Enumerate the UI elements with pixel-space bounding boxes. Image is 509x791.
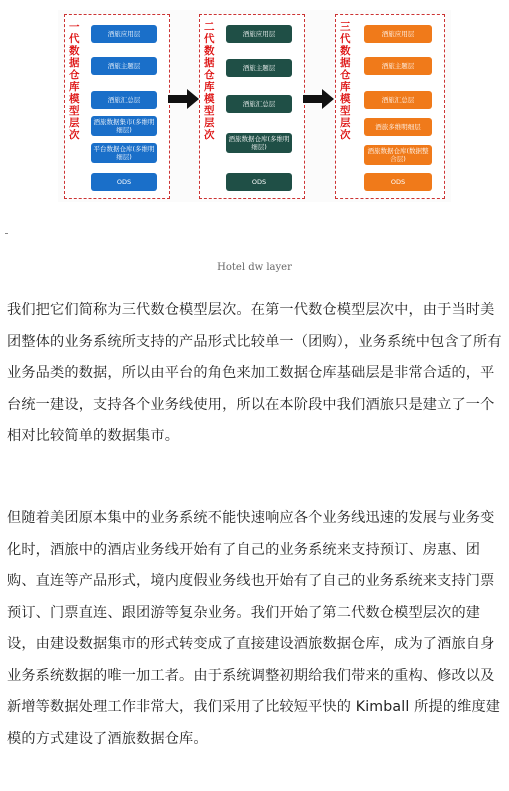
generation-2-title: 二代数据仓库模型层次 (204, 21, 215, 141)
dw-layer-diagram (58, 10, 451, 202)
paragraph-2: 但随着美团原本集中的业务系统不能快速响应各个业务线迅速的发展与业务变化时，酒旅中的酒店业务线开始有了自己的业务系统来支持预订、房惠、团购、直连等产品形式，境内度假业务线也开始有了自己的业务系统来支持门票预订、门票直连、跟团游等复杂业务。我们开始了第二代数仓模型层次的建设，由建设数据集市的形式转变成了直接建设酒旅数据仓库，成为了酒旅自身业务系统数据的唯一加工者。由于系统调整初期给我们带来的重构、修改以及新增等数据处理工作非常大，我们采用了比较短平快的 Kimball 所提的维度建模的方式建设了酒旅数据仓库。 (7, 510, 501, 747)
generation-3-title: 三代数据仓库模型层次 (340, 21, 351, 141)
generation-3-panel (335, 14, 445, 199)
layer-box: 酒旅汇总层 (91, 91, 157, 109)
layer-box: 酒旅汇总层 (364, 91, 432, 109)
layer-box: ODS (364, 173, 432, 191)
paragraph-1: 我们把它们简称为三代数仓模型层次。在第一代数仓模型层次中，由于当时美团整体的业务系统所支持的产品形式比较单一（团购），业务系统中包含了所有业务品类的数据，所以由平台的角色来加工数据仓库基础层是非常合适的，平台统一建设，支持各个业务线使用，所以在本阶段中我们酒旅只是建立了一个相对比较简单的数据集市。 (7, 302, 502, 444)
layer-box: 平台数据仓库(多维明细层) (91, 143, 157, 163)
divider-mark (5, 233, 8, 234)
right-arrow-icon (168, 88, 200, 110)
right-arrow-icon (303, 88, 335, 110)
generation-1-panel (64, 14, 170, 199)
figure (0, 0, 509, 273)
layer-box: 酒旅数据仓库(数据整合层) (364, 145, 432, 165)
layer-box: 酒旅应用层 (91, 25, 157, 43)
generation-1-title: 一代数据仓库模型层次 (69, 21, 80, 141)
layer-box: ODS (226, 173, 292, 191)
layer-box: ODS (91, 173, 157, 191)
layer-box: 酒旅主题层 (91, 57, 157, 75)
generation-2-panel (199, 14, 305, 199)
layer-box: 酒旅应用层 (226, 25, 292, 43)
layer-box: 酒旅主题层 (364, 57, 432, 75)
layer-box: 酒旅数据仓库(多维明细层) (226, 133, 292, 153)
layer-box: 酒旅多维明细层 (364, 118, 432, 136)
layer-box: 酒旅应用层 (364, 25, 432, 43)
layer-box: 酒旅汇总层 (226, 95, 292, 113)
layer-box: 酒旅数据集市(多维明细层) (91, 116, 157, 136)
figure-caption: Hotel dw layer (217, 262, 292, 273)
layer-box: 酒旅主题层 (226, 59, 292, 77)
